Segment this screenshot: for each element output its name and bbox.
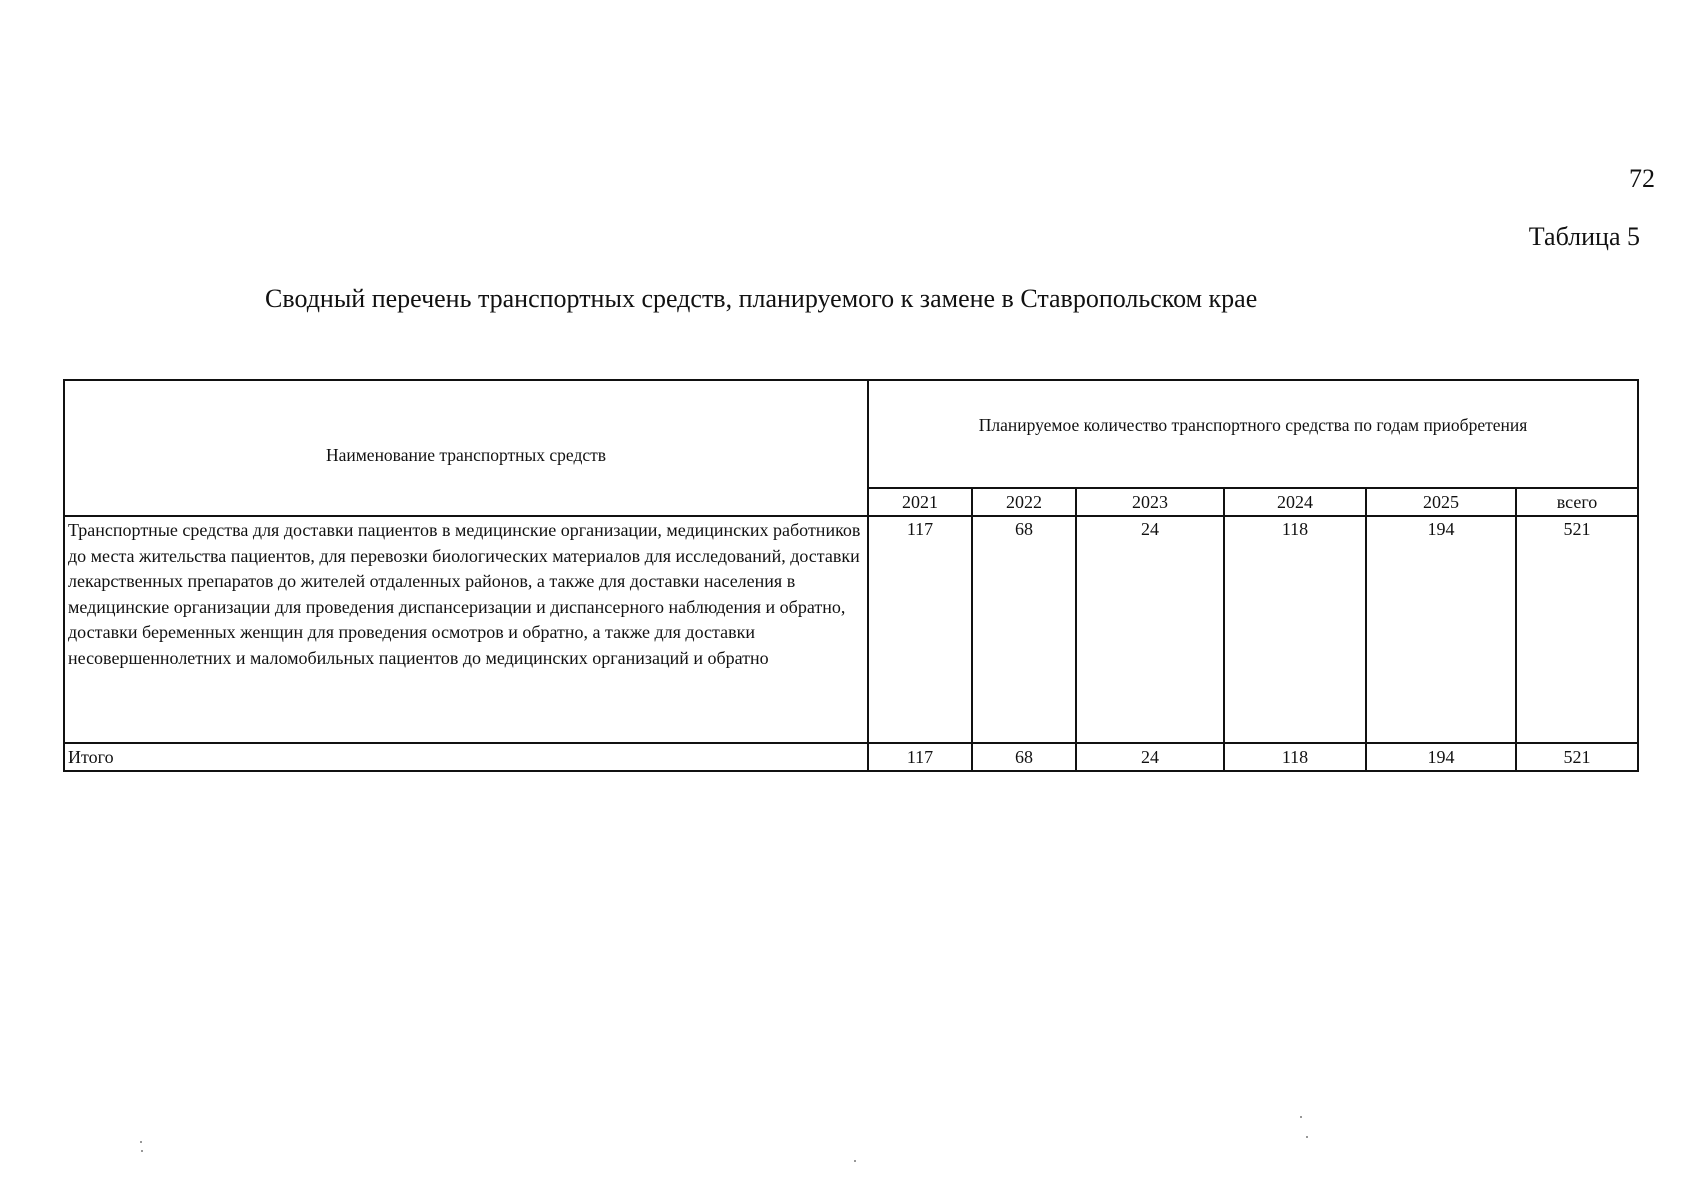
scan-speck: [1300, 1116, 1302, 1118]
header-planned-quantity: Планируемое количество транспортного средства по годам приобретения: [868, 380, 1638, 488]
total-value: 68: [972, 743, 1076, 771]
row-value: 194: [1366, 516, 1516, 743]
header-year: 2025: [1366, 488, 1516, 516]
total-value: 194: [1366, 743, 1516, 771]
row-total-value: 521: [1516, 516, 1638, 743]
table-label: Таблица 5: [1528, 222, 1640, 251]
row-value: 118: [1224, 516, 1366, 743]
scan-speck: [854, 1160, 856, 1162]
scan-speck: [1306, 1136, 1308, 1138]
total-value: 117: [868, 743, 972, 771]
total-value: 24: [1076, 743, 1224, 771]
row-vehicle-description: Транспортные средства для доставки пациентов в медицинские организации, медицинских работников до места жительства пациентов, для перевозки биологических материалов для исследований, доставки лекарственных препаратов до жителей отдаленных районов, а также для доставки населения в медицинские организации для проведения диспансеризации и диспансерного наблюдения и обратно, доставки беременных женщин для проведения осмотров и обратно, а также для доставки несовершеннолетних и маломобильных пациентов до медицинских организаций и обратно: [64, 516, 868, 743]
row-value: 68: [972, 516, 1076, 743]
total-label: Итого: [64, 743, 868, 771]
row-value: 117: [868, 516, 972, 743]
header-year: 2021: [868, 488, 972, 516]
scan-speck: [141, 1150, 143, 1152]
total-value: 118: [1224, 743, 1366, 771]
header-name: Наименование транспортных средств: [64, 380, 868, 516]
table-row: [64, 516, 1638, 743]
total-grand-value: 521: [1516, 743, 1638, 771]
header-total: всего: [1516, 488, 1638, 516]
summary-table: [63, 379, 1639, 772]
document-title: Сводный перечень транспортных средств, планируемого к замене в Ставропольском крае: [265, 284, 1258, 313]
table-total-row: [64, 743, 1638, 771]
table-header-row: [64, 380, 1638, 488]
header-year: 2023: [1076, 488, 1224, 516]
row-value: 24: [1076, 516, 1224, 743]
header-year: 2022: [972, 488, 1076, 516]
page-number: 72: [1629, 164, 1655, 193]
scan-speck: [140, 1141, 142, 1143]
header-year: 2024: [1224, 488, 1366, 516]
